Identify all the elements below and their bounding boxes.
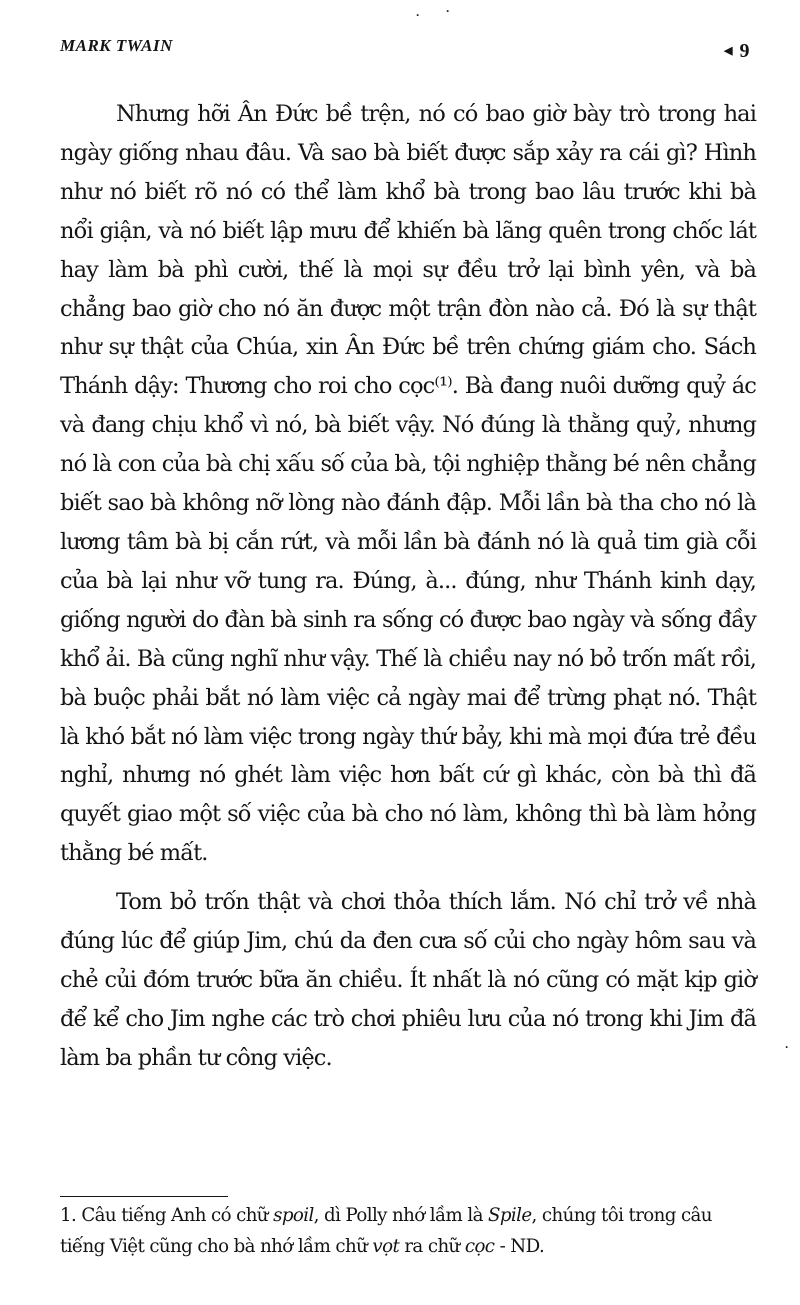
footnotes (60, 1200, 750, 1262)
print-speck: · (785, 1040, 789, 1054)
page-number: 9 (739, 40, 750, 62)
footnote-text: , dì Polly nhớ lầm là (313, 1205, 489, 1226)
body-text (60, 95, 756, 1078)
footnote-number: 1. (60, 1205, 77, 1226)
footnote-term: spoil (273, 1205, 314, 1226)
footnote-text: - ND. (494, 1236, 545, 1257)
footnote-text: , chúng tôi trong câu tiếng Việt cũng cho bà nhớ lầm chữ (60, 1205, 712, 1257)
footnote-term: cọc (464, 1236, 495, 1257)
paragraph-1: Nhưng hỡi Ân Đức bề trện, nó có bao giờ bày trò trong hai ngày giống nhau đâu. Và sao bà biết được sắp xảy ra cái gì? Hình như nó biết rõ nó có thể làm khổ bà trong bao lâu trước khi bà nổi giận, và nó biết lập mưu để khiến bà lãng quên trong chốc lát hay làm bà phì cười, thế là mọi sự đều trở lại bình yên, và bà chẳng bao giờ cho nó ăn được một trận đòn nào cả. Đó là sự thật như sự thật của Chúa, xin Ân Đức bề trên chứng giám cho. Sách Thánh dậy: Thương cho roi cho cọc⁽¹⁾. Bà đang nuôi dưỡng quỷ ác và đang chịu khổ vì nó, bà biết vậy. Nó đúng là thằng quỷ, nhưng nó là con của bà chị xấu số của bà, tội nghiệp thằng bé nên chẳng biết sao bà không nỡ lòng nào đánh đập. Mỗi lần bà tha cho nó là lương tâm bà bị cắn rứt, và mỗi lần bà đánh nó là quả tim già cỗi của bà lại như vỡ tung ra. Đúng, à... đúng, như Thánh kinh dạy, giống người do đàn bà sinh ra sống có được bao ngày và sống đầy khổ ải. Bà cũng nghĩ như vậy. Thế là chiều nay nó bỏ trốn mất rồi, bà buộc phải bắt nó làm việc cả ngày mai để trừng phạt nó. Thật là khó bắt nó làm việc trong ngày thứ bảy, khi mà mọi đứa trẻ đều nghỉ, nhưng nó ghét làm việc hơn bất cứ gì khác, còn bà thì đã quyết giao một số việc của bà cho nó làm, không thì bà làm hỏng thằng bé mất. (60, 101, 756, 867)
footnote-text: ra chữ (399, 1236, 465, 1257)
page-marker-icon: ◀ (724, 45, 733, 57)
print-speck: · (446, 4, 450, 18)
footnote-1 (60, 1200, 750, 1262)
print-speck: · (416, 8, 420, 22)
paragraph-2: Tom bỏ trốn thật và chơi thỏa thích lắm. Nó chỉ trở về nhà đúng lúc để giúp Jim, chú da đen cưa số củi cho ngày hôm sau và chẻ củi đóm trước bữa ăn chiều. Ít nhất là nó cũng có mặt kịp giờ để kể cho Jim nghe các trò chơi phiêu lưu của nó trong khi Jim đã làm ba phần tư công việc. (60, 889, 756, 1071)
footnote-text: Câu tiếng Anh có chữ (76, 1205, 274, 1226)
page-number-block (724, 40, 749, 63)
footnote-divider (60, 1196, 228, 1197)
footnote-term: Spile (488, 1205, 532, 1226)
footnote-term: vọt (372, 1236, 400, 1257)
running-head: MARK TWAIN (60, 36, 173, 55)
